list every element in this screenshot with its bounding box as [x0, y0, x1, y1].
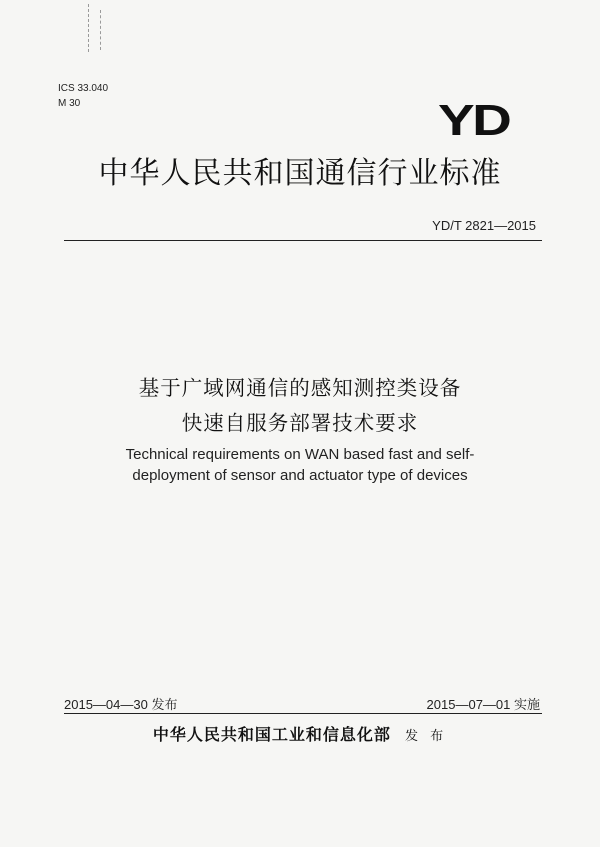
implement-date: 2015—07—01 实施: [426, 697, 540, 712]
classification-code: M 30: [58, 98, 81, 109]
yd-logo: YD: [438, 96, 510, 145]
publisher: [0, 722, 600, 745]
standard-code: YD/T 2821—2015: [432, 218, 536, 233]
bottom-divider: [64, 713, 542, 714]
top-divider: [64, 240, 542, 241]
publisher-suffix: 发 布: [404, 729, 448, 744]
issue-date: 2015—04—30 发布: [64, 697, 178, 712]
title-zh-line2: 快速自服务部署技术要求: [181, 411, 419, 435]
title-zh-line1: 基于广域网通信的感知测控类设备: [138, 376, 462, 400]
scan-binding-mark: [88, 4, 89, 52]
scan-binding-mark: [100, 10, 101, 50]
ics-code: ICS 33.040: [58, 83, 109, 94]
title-en-line1: Technical requirements on WAN based fast and self-: [125, 446, 475, 463]
publisher-name: 中华人民共和国工业和信息化部: [152, 725, 391, 744]
standard-title: 中华人民共和国通信行业标准: [98, 156, 502, 191]
title-en-line2: deployment of sensor and actuator type of devices: [132, 467, 468, 484]
